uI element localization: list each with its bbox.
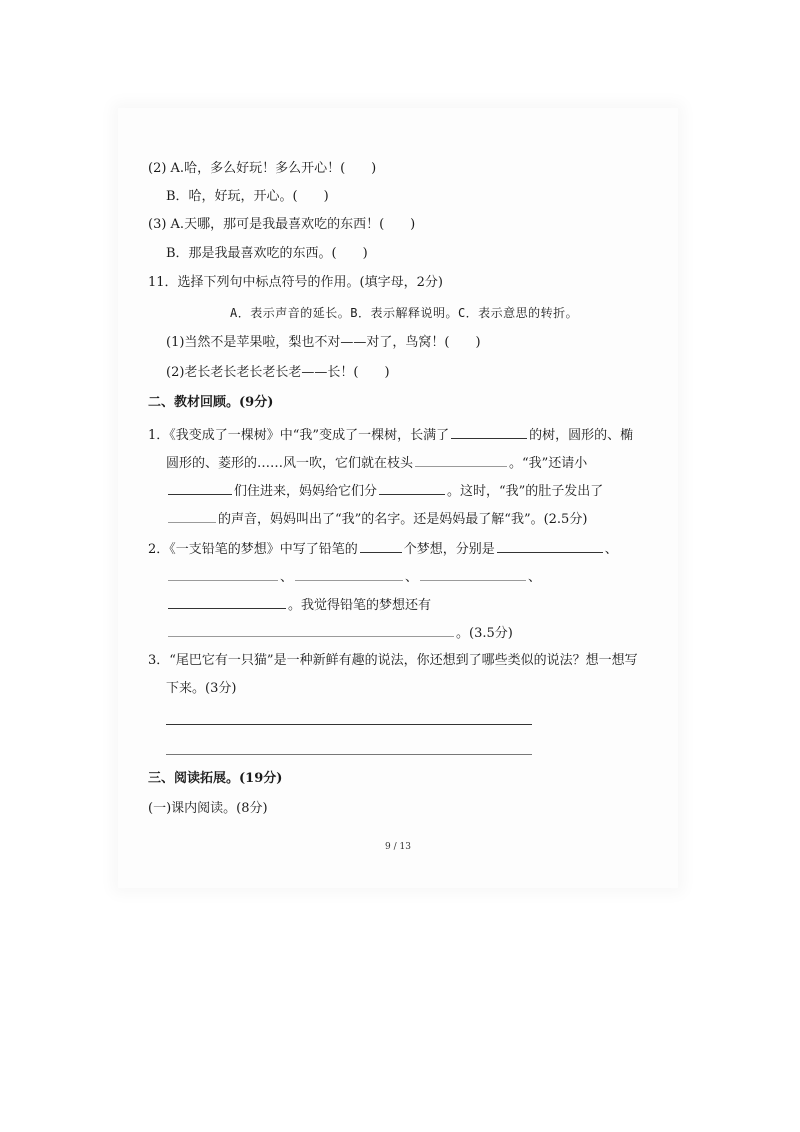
answer-blank[interactable]: [415, 452, 507, 467]
section-3-heading: 三、阅读拓展。(19分): [148, 771, 283, 786]
section-3-subheading: (一)课内阅读。(8分): [148, 801, 268, 816]
separator: 、: [528, 570, 542, 585]
q11-sentence-1: (1)当然不是苹果啦，梨也不对——对了，鸟窝！( ): [166, 335, 481, 350]
s2-q1-text: 。这时，“我”的肚子发出了: [447, 484, 604, 499]
s2-q1-line-2: [166, 452, 587, 473]
s2-q1-text: 1．《我变成了一棵树》中“我”变成了一棵树，长满了: [148, 428, 450, 443]
s2-q2-line-4: [166, 622, 513, 643]
q11-sentence-2: (2)老长老长老长老长老——长！( ): [166, 365, 390, 380]
answer-blank[interactable]: [420, 566, 526, 581]
answer-line[interactable]: [166, 724, 532, 725]
s2-q2-text: 2．《一支铅笔的梦想》中写了铅笔的: [148, 542, 358, 557]
s2-q1-line-4: [166, 508, 587, 529]
s2-q1-line-3: [166, 480, 603, 501]
q10-option-3a: (3) A.天哪，那可是我最喜欢吃的东西！( ): [148, 217, 416, 232]
answer-blank[interactable]: [168, 566, 278, 581]
s2-q2-text: 个梦想，分别是: [403, 542, 495, 557]
s2-q2-text: 。(3.5分): [456, 626, 513, 641]
s2-q3-line-2: 下来。(3分): [166, 681, 237, 696]
s2-q1-text: 圆形的、菱形的……风一吹，它们就在枝头: [166, 456, 414, 471]
s2-q1-text: 的树，圆形的、椭: [529, 428, 634, 443]
q11-options: A．表示声音的延长。B．表示解释说明。C．表示意思的转折。: [230, 306, 579, 320]
exam-page: [118, 108, 678, 888]
answer-blank[interactable]: [168, 594, 286, 609]
section-2-heading: 二、教材回顾。(9分): [148, 395, 274, 410]
answer-blank[interactable]: [168, 622, 454, 637]
answer-blank[interactable]: [379, 480, 445, 495]
answer-blank[interactable]: [451, 424, 527, 439]
answer-blank[interactable]: [168, 480, 232, 495]
s2-q2-text: 、: [604, 542, 618, 557]
answer-line[interactable]: [166, 754, 532, 755]
answer-blank[interactable]: [168, 508, 216, 523]
s2-q2-text: 。我觉得铅笔的梦想还有: [288, 598, 432, 613]
q10-option-2a: (2) A.哈，多么好玩！多么开心！( ): [148, 161, 377, 176]
s2-q1-text: 。“我”还请小: [509, 456, 588, 471]
s2-q1-text: 的声音，妈妈叫出了“我”的名字。还是妈妈最了解“我”。(2.5分): [218, 512, 588, 527]
s2-q3-line-1: 3．“尾巴它有一只猫”是一种新鲜有趣的说法，你还想到了哪些类似的说法？想一想写: [148, 653, 638, 668]
answer-blank[interactable]: [497, 538, 603, 553]
s2-q2-line-1: [148, 538, 618, 559]
answer-blank[interactable]: [295, 566, 403, 581]
q11-title: 11．选择下列句中标点符号的作用。(填字母，2分): [148, 275, 443, 290]
s2-q2-line-2: [166, 566, 541, 587]
s2-q1-text: 们住进来，妈妈给它们分: [234, 484, 378, 499]
separator: 、: [280, 570, 294, 585]
separator: 、: [405, 570, 419, 585]
s2-q2-line-3: [166, 594, 431, 615]
q10-option-2b: B．哈，好玩，开心。( ): [166, 189, 329, 204]
page-number: 9 / 13: [385, 842, 411, 852]
s2-q1-line-1: [148, 424, 633, 445]
q10-option-3b: B．那是我最喜欢吃的东西。( ): [166, 246, 368, 261]
answer-blank[interactable]: [360, 538, 402, 553]
